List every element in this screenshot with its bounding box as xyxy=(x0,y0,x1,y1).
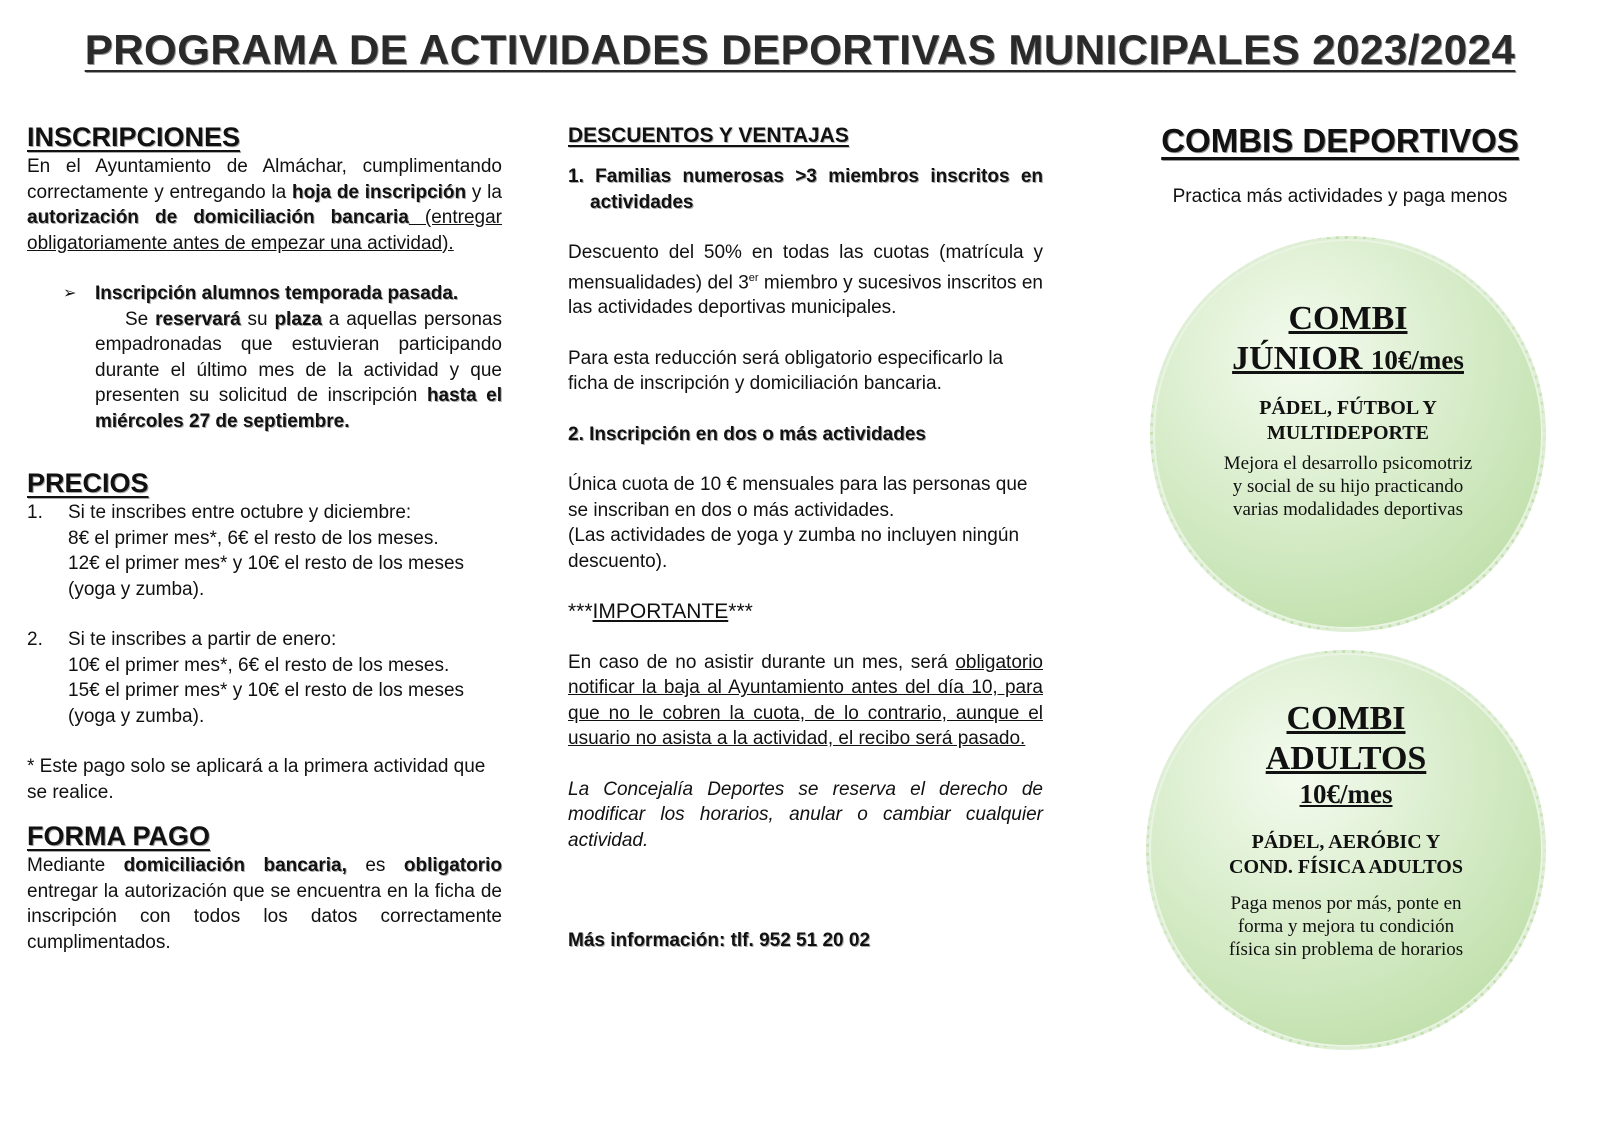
bullet-title: Inscripción alumnos temporada pasada. xyxy=(95,283,459,304)
forma-pago-heading: FORMA PAGO xyxy=(27,821,210,851)
descuentos-heading: DESCUENTOS Y VENTAJAS xyxy=(568,124,849,147)
descuento-item-2-title: 2. Inscripción en dos o más actividades xyxy=(568,423,926,445)
reserva-text: La Concejalía Deportes se reserva el derecho de modificar los horarios, anular o cambiar cualquier actividad. xyxy=(568,778,1043,851)
descuento-item-1-note: Para esta reducción será obligatorio especificarlo la ficha de inscripción y domiciliación bancaria. xyxy=(568,347,1004,395)
combi-adultos-line2: ADULTOS xyxy=(1265,740,1427,777)
precios-heading: PRECIOS xyxy=(27,468,149,498)
combi-junior-line2: JÚNIOR 10€/mes xyxy=(1232,340,1464,377)
forma-pago-paragraph: Mediante domiciliación bancaria, es obligatorio entregar la autorización que se encuentra en la ficha de inscripción con todos los datos correctamente cumplimentados. xyxy=(27,855,503,953)
right-column xyxy=(1140,120,1540,209)
page-title: PROGRAMA DE ACTIVIDADES DEPORTIVAS MUNICIPALES 2023/2024 xyxy=(84,26,1516,73)
combis-subtitle: Practica más actividades y paga menos xyxy=(1172,185,1508,207)
inscripcion-bullet xyxy=(27,281,502,434)
precios-note: * Este pago solo se aplicará a la primera actividad que se realice. xyxy=(27,756,486,803)
combi-adultos-price: 10€/mes xyxy=(1299,779,1393,809)
combi-adultos-desc: Paga menos por más, ponte en forma y mejora tu condición física sin problema de horarios xyxy=(1228,893,1464,960)
inscripciones-heading: INSCRIPCIONES xyxy=(27,122,241,152)
combi-junior-activities: PÁDEL, FÚTBOL Y MULTIDEPORTE xyxy=(1259,397,1437,444)
bullet-text: Se reservará su plaza a aquellas personas empadronadas que estuvieran participando durante el último mes de la actividad y que presenten su solicitud de inscripción hasta el miércoles 27 de septiembre. xyxy=(95,308,502,432)
combis-heading: COMBIS DEPORTIVOS xyxy=(1161,122,1519,159)
precio-item-2: 2. Si te inscribes a partir de enero: 10€ el primer mes*, 6€ el resto de los meses. 15€ el primer mes* y 10€ el resto de los meses (yoga y zumba). xyxy=(27,629,465,727)
combi-junior-circle xyxy=(1150,236,1546,632)
left-column xyxy=(27,120,502,955)
combi-adultos-activities-1: PÁDEL, AERÓBIC Y xyxy=(1251,831,1441,853)
precio-item-1: 1. Si te inscribes entre octubre y diciembre: 8€ el primer mes*, 6€ el resto de los meses. 12€ el primer mes* y 10€ el resto de los meses (yoga y zumba). xyxy=(27,502,465,600)
info-phone: Más información: tlf. 952 51 20 02 xyxy=(568,930,871,952)
descuento-item-2-text: Única cuota de 10 € mensuales para las personas que se inscriban en dos o más actividades. xyxy=(568,474,1028,521)
combi-junior-line1: COMBI xyxy=(1288,300,1408,337)
inscripciones-paragraph: En el Ayuntamiento de Almáchar, cumplimentando correctamente y entregando la hoja de inscripción y la autorización de domiciliación bancaria (entregar obligatoriamente antes de empezar una actividad). xyxy=(27,156,503,254)
combi-adultos-activities-2: COND. FÍSICA ADULTOS xyxy=(1229,856,1463,878)
descuento-item-1-title: 1. Familias numerosas >3 miembros inscritos en actividades xyxy=(568,166,1043,213)
combi-junior-desc: Mejora el desarrollo psicomotriz y social de su hijo practicando varias modalidades deportivas xyxy=(1223,453,1473,520)
combi-adultos-circle xyxy=(1146,650,1546,1050)
combi-adultos-line1: COMBI xyxy=(1286,700,1406,737)
importante-heading: ***IMPORTANTE*** xyxy=(568,600,753,624)
arrow-bullet-icon: ➢ xyxy=(63,285,77,302)
descuento-item-1-text: Descuento del 50% en todas las cuotas (matrícula y mensualidades) del 3er miembro y sucesivos inscritos en las actividades deportivas municipales. xyxy=(568,242,1043,319)
importante-text: En caso de no asistir durante un mes, será obligatorio notificar la baja al Ayuntamiento antes del día 10, para que no le cobren la cuota, de lo contrario, aunque el usuario no asista a la actividad, el recibo será pasado. xyxy=(568,651,1043,750)
descuento-item-2-note: (Las actividades de yoga y zumba no incluyen ningún descuento). xyxy=(568,525,1020,572)
middle-column xyxy=(568,120,1043,954)
